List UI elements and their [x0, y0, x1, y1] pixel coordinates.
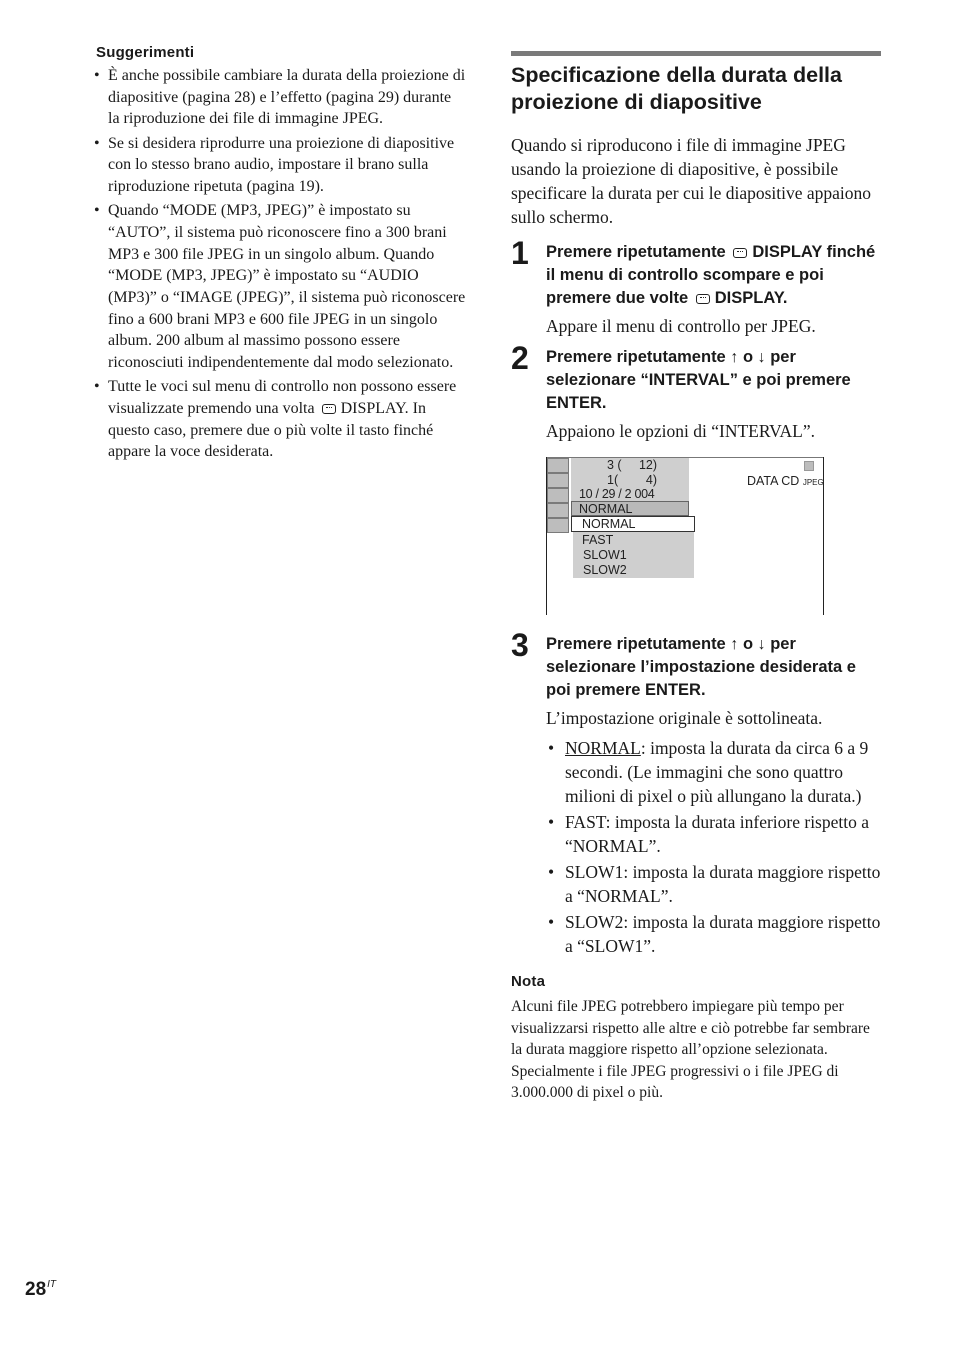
step-result: Appaiono le opzioni di “INTERVAL”.	[546, 421, 815, 441]
step-number: 2	[511, 340, 529, 376]
right-column	[511, 51, 881, 1104]
intro-paragraph: Quando si riproducono i file di immagine JPEG usando la proiezione di diapositive, è possibile specificare la durata per cui le diapositive appaiono sullo schermo.	[511, 135, 872, 227]
option-text: : imposta la durata maggiore rispetto a “NORMAL”.	[565, 862, 881, 906]
up-arrow-icon: ↑	[730, 349, 739, 366]
step-result: Appare il menu di controllo per JPEG.	[546, 316, 816, 336]
page-language: IT	[47, 1279, 57, 1290]
option-text: : imposta la durata inferiore rispetto a “NORMAL”.	[565, 812, 870, 856]
option-text: : imposta la durata maggiore rispetto a “SLOW1”.	[565, 912, 881, 956]
step-3	[511, 627, 881, 958]
tips-heading: Suggerimenti	[96, 44, 195, 61]
option-label: FAST	[565, 812, 606, 832]
step-1	[511, 235, 881, 338]
left-column	[94, 44, 466, 466]
tip-text: Tutte le voci sul menu di controllo non possono essere visualizzate premendo una volta	[108, 378, 457, 418]
display-icon	[696, 294, 710, 304]
option-description	[546, 860, 881, 908]
option-slow2[interactable]: SLOW2	[583, 563, 627, 577]
interval-value: NORMAL	[579, 502, 633, 516]
step-result: L’impostazione originale è sottolineata.	[546, 708, 823, 728]
menu-icon	[547, 473, 569, 488]
option-label: NORMAL	[565, 738, 641, 758]
tips-list	[94, 65, 466, 463]
option-description	[546, 736, 881, 808]
menu-icon	[547, 518, 569, 533]
tip-text: Se si desidera riprodurre una proiezione di diapositive con lo stesso brano audio, impostare il brano sulla riproduzione ripetuta (pagina 19).	[108, 134, 455, 196]
step-instruction	[546, 346, 881, 415]
option-label: SLOW1	[565, 862, 624, 882]
bullet: •	[94, 134, 100, 152]
file-number: 1( 4)	[607, 473, 658, 487]
bullet: •	[548, 738, 555, 758]
option-fast[interactable]: FAST	[582, 533, 614, 547]
status-indicator	[804, 461, 814, 471]
bullet: •	[94, 202, 100, 220]
bullet: •	[94, 378, 100, 396]
step-instruction-text: Premere ripetutamente	[546, 243, 726, 261]
step-instruction-text: o	[742, 635, 754, 653]
album-number: 3 ( 12)	[607, 458, 658, 472]
bullet: •	[94, 67, 100, 84]
options-description-list	[546, 736, 881, 958]
step-instruction-text: DISPLAY finché il menu di controllo scompare e poi premere due volte	[546, 243, 876, 307]
step-number: 3	[511, 627, 529, 663]
display-icon	[733, 248, 747, 258]
section-title: Specificazione della durata della proiezione di diapositive	[511, 63, 842, 114]
up-arrow-icon: ↑	[730, 636, 739, 653]
menu-icon	[547, 488, 569, 503]
option-text: : imposta la durata da circa 6 a 9 secondi. (Le immagini che sono quattro milioni di pixel o più allungano la durata.)	[565, 738, 869, 806]
disc-type: DATA CD	[747, 474, 800, 488]
tip-item	[94, 376, 466, 463]
disc-subtype: JPEG	[802, 478, 824, 487]
note-text: Alcuni file JPEG potrebbero impiegare più tempo per visualizzarsi rispetto alle altre e ciò potrebbe far sembrare la durata maggiore rispetto all’opzione selezionata. Specialmente i file JPEG progressivi o i file JPEG di 3.000.000 di pixel o più.	[511, 998, 870, 1101]
step-2	[511, 340, 881, 615]
step-instruction-text: Premere ripetutamente	[546, 348, 726, 366]
note-heading: Nota	[511, 973, 546, 990]
page-number	[25, 1279, 56, 1301]
tip-item	[94, 200, 466, 374]
step-instruction-text: o	[742, 348, 754, 366]
step-instruction-text: per selezionare “INTERVAL” e poi premere ENTER.	[546, 348, 851, 412]
tip-text: Quando “MODE (MP3, JPEG)” è impostato su “AUTO”, il sistema può riconoscere fino a 300 brani MP3 e 300 file JPEG in un singolo album. Quando “MODE (MP3, JPEG)” è impostato su “AUDIO (MP3)” o “IMAGE (JPEG)”, il sistema può riconoscere fino a 600 brani MP3 e 600 file JPEG in un singolo album. 200 album al massimo possono essere riconosciuti indipendentemente dal modo selezionato.	[108, 202, 466, 372]
display-icon	[322, 404, 336, 414]
step-number: 1	[511, 235, 529, 271]
bullet: •	[548, 812, 555, 832]
tip-text: DISPLAY. In questo caso, premere due o più volte il tasto finché appare la voce desiderata.	[108, 400, 434, 461]
section-rule	[511, 51, 881, 56]
tip-text: È anche possibile cambiare la durata della proiezione di diapositive (pagina 28) e l’effetto (pagina 29) durante la riproduzione dei file di immagine JPEG.	[108, 67, 466, 128]
menu-icon	[547, 458, 569, 473]
option-description	[546, 910, 881, 958]
step-instruction-text: per selezionare l’impostazione desiderata e poi premere ENTER.	[546, 635, 856, 699]
tip-item	[94, 65, 466, 130]
option-description	[546, 810, 881, 858]
option-slow1[interactable]: SLOW1	[583, 548, 627, 562]
step-instruction-text: Premere ripetutamente	[546, 635, 726, 653]
down-arrow-icon: ↓	[757, 349, 766, 366]
step-instruction	[546, 241, 881, 310]
disc-type-label	[747, 474, 824, 490]
date-readout: 10 / 29 / 2 004	[579, 487, 655, 501]
menu-icon	[547, 503, 569, 518]
control-menu-screen	[546, 457, 824, 615]
page-number-value: 28	[25, 1279, 47, 1300]
step-instruction	[546, 633, 881, 702]
tip-item	[94, 133, 466, 198]
step-instruction-text: DISPLAY.	[714, 289, 788, 307]
down-arrow-icon: ↓	[757, 636, 766, 653]
option-normal[interactable]: NORMAL	[582, 517, 636, 531]
bullet: •	[548, 862, 555, 882]
bullet: •	[548, 912, 555, 932]
option-label: SLOW2	[565, 912, 624, 932]
